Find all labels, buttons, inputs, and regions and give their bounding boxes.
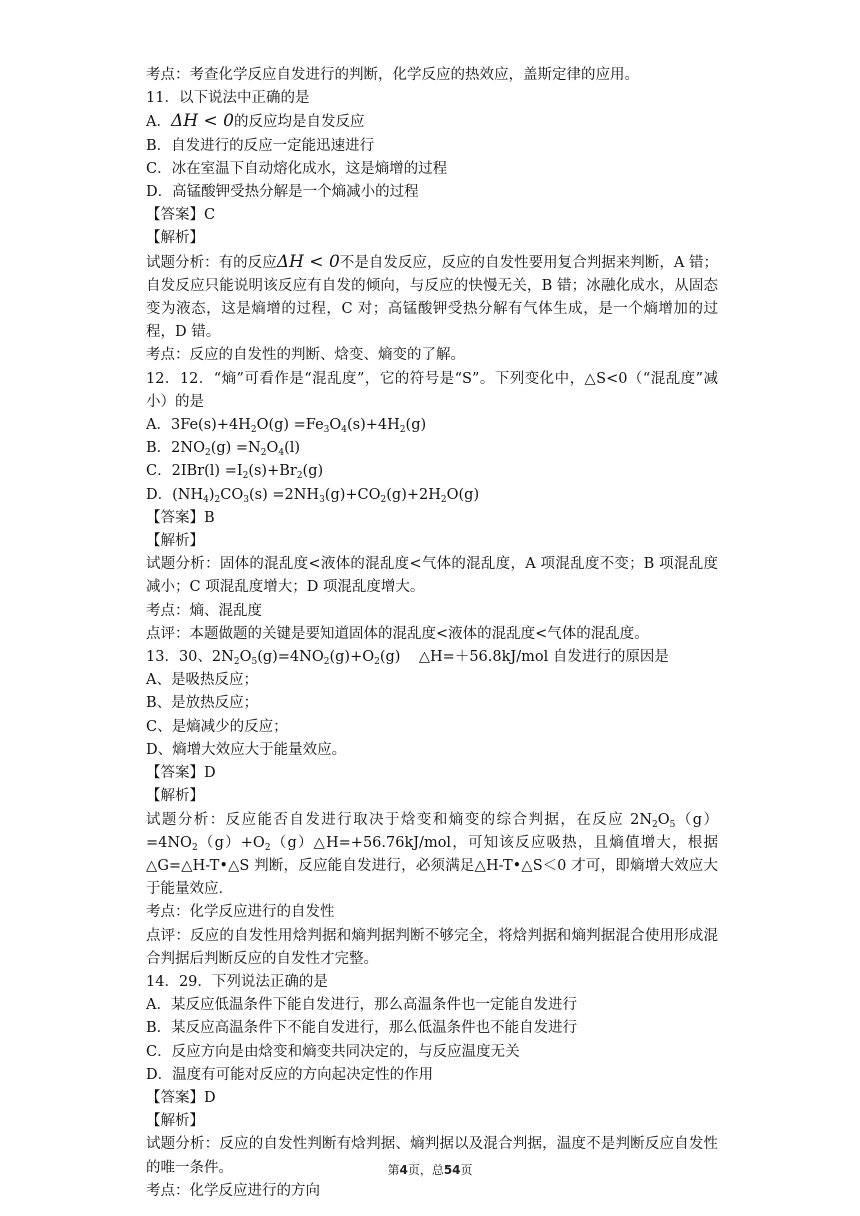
answer: 【答案】D <box>146 1089 216 1106</box>
option-d: D．高锰酸钾受热分解是一个熵减小的过程 <box>146 184 419 201</box>
document-body <box>146 64 718 1203</box>
math-delta-h: ΔH < 0 <box>170 111 234 132</box>
analysis-text: 试题分析：反应能否自发进行取决于焓变和熵变的综合判据，在反应 $2N_2O_5(g)=4NO_2(g)+O_2(g)\triangle H=+56.76kJ$/mol，可知该反应吸热，且熵值增大，根据△G=△H-T•△S 判断，反应能自发进行，必须满足△H-T•△S＜0 才可，即熵增大效应大于能量效应． <box>146 811 718 898</box>
answer: 【答案】C <box>146 207 216 224</box>
option-b: B、是放热反应； <box>146 695 259 712</box>
option-c: C．$2IBr(l) =I_2(s)+Br_2(g)$ <box>146 463 324 482</box>
option-c: C、是熵减少的反应； <box>146 718 288 735</box>
option-d: D、熵增大效应大于能量效应。 <box>146 741 347 758</box>
analysis-label: 【解析】 <box>146 230 204 247</box>
analysis-text: 试题分析：反应的自发性判断有焓判据、熵判据以及混合判据，温度不是判断反应自发性的唯一条件。 <box>146 1136 718 1176</box>
analysis-label: 【解析】 <box>146 1113 204 1130</box>
text-line: 考点：考查化学反应自发进行的判断，化学反应的热效应，盖斯定律的应用。 <box>146 67 639 83</box>
option-b: B．$2NO_2(g) =N_2O_4(l)$ <box>146 440 301 459</box>
analysis-text: 试题分析：有的反应ΔH < 0不是自发反应，反应的自发性要用复合判据来判断，A 错；自发反应只能说明该反应有自发的倾向，与反应的快慢无关，B 错；冰融化成水，从固态变为液态，这是熵增的过程，C 对；高锰酸钾受热分解有气体生成，是一个熵增加的过程，D 错。 <box>146 251 718 341</box>
dianping: 点评：本题做题的关键是要知道固体的混乱度<液体的混乱度<气体的混乱度。 <box>146 625 649 642</box>
option-a: A．某反应低温条件下能自发进行，那么高温条件也一定能自发进行 <box>146 997 577 1014</box>
kaodian: 考点：熵、混乱度 <box>146 602 262 619</box>
option-a: A．$3Fe(s)+4H_2O(g) =Fe_3O_4(s)+4H_2(g)$ <box>146 417 427 436</box>
dianping: 点评：反应的自发性用焓判据和熵判据判断不够完全，将焓判据和熵判据混合使用形成混合判据后判断反应的自发性才完整。 <box>146 927 718 967</box>
question-12: 12．12．“熵”可看作是“混乱度”，它的符号是“S”。下列变化中，△S<0（“混乱度”减小）的是 <box>146 370 718 410</box>
analysis-text: 试题分析：固体的混乱度<液体的混乱度<气体的混乱度，A 项混乱度不变；B 项混乱度减小；C 项混乱度增大；D 项混乱度增大。 <box>146 556 718 596</box>
option-b: B．自发进行的反应一定能迅速进行 <box>146 137 375 154</box>
option-c: C．冰在室温下自动熔化成水，这是熵增的过程 <box>146 160 448 177</box>
option-d: D．$(NH_4)_2CO_3(s) =2NH_3(g)+CO_2(g)+2H_2O(g)$ <box>146 486 480 505</box>
kaodian: 考点：反应的自发性的判断、焓变、熵变的了解。 <box>146 347 465 364</box>
page-footer: 第4页，总54页 <box>387 1163 473 1177</box>
answer: 【答案】D <box>146 765 216 782</box>
question-13: 13．30、$2N_2O_5(g)=4NO_2(g)+O_2(g)$ △H=＋56.8kJ/mol 自发进行的原因是 <box>146 649 669 668</box>
math-delta-h: ΔH < 0 <box>276 251 340 272</box>
kaodian: 考点：化学反应进行的自发性 <box>146 904 335 921</box>
option-a: A．ΔH < 0的反应均是自发反应 <box>146 111 365 132</box>
total-pages: 54 <box>443 1163 461 1177</box>
option-d: D．温度有可能对反应的方向起决定性的作用 <box>146 1066 434 1083</box>
page-number: 4 <box>399 1163 408 1177</box>
option-a: A、是吸热反应； <box>146 672 258 689</box>
option-b: B．某反应高温条件下不能自发进行，那么低温条件也不能自发进行 <box>146 1020 578 1037</box>
question-11: 11．以下说法中正确的是 <box>146 90 310 107</box>
question-14: 14．29．下列说法正确的是 <box>146 973 328 990</box>
kaodian: 考点：化学反应进行的方向 <box>146 1182 320 1199</box>
answer: 【答案】B <box>146 509 215 526</box>
analysis-label: 【解析】 <box>146 788 204 805</box>
analysis-label: 【解析】 <box>146 533 204 550</box>
option-c: C．反应方向是由焓变和熵变共同决定的，与反应温度无关 <box>146 1043 520 1060</box>
